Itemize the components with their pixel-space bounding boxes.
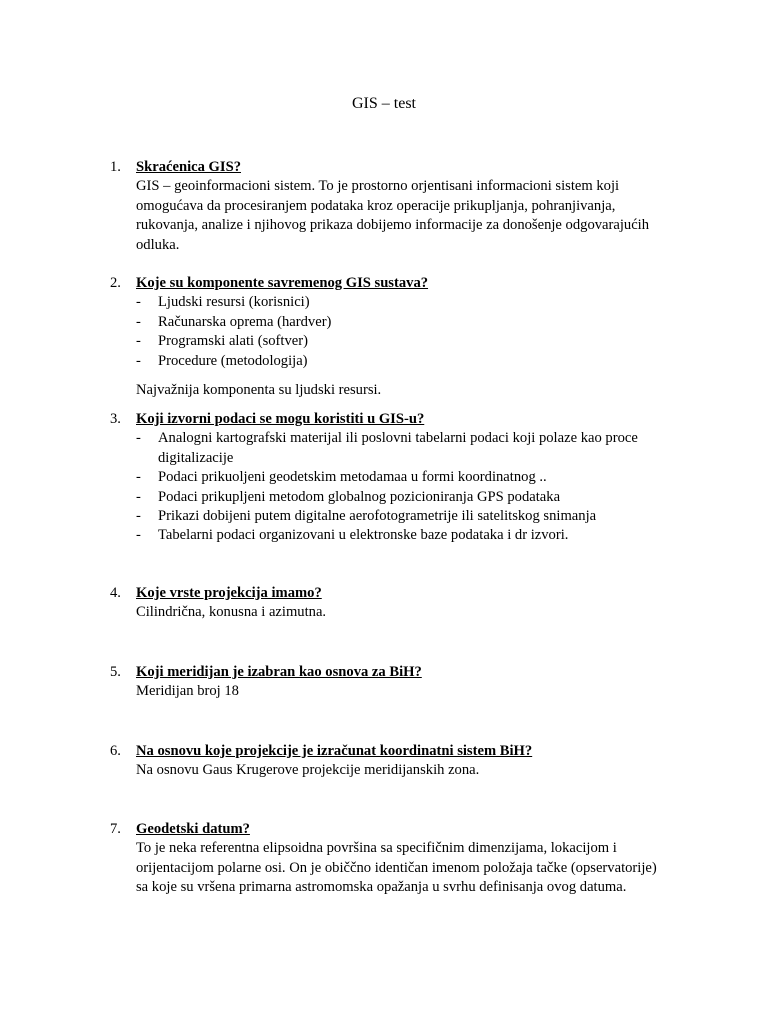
question-heading: Koje su komponente savremenog GIS sustava? <box>136 275 429 291</box>
answer-list <box>110 429 670 545</box>
answer-text: Meridijan broj 18 <box>136 683 239 700</box>
question-heading: Na osnovu koje projekcije je izračunat koordinatni sistem BiH? <box>136 743 533 759</box>
list-item: - Programski alati (softver) <box>136 332 670 351</box>
page-title: GIS – test <box>352 95 416 112</box>
question-heading: Geodetski datum? <box>136 821 250 837</box>
question-heading: Koje vrste projekcija imamo? <box>136 585 322 601</box>
question-number: 1. <box>110 159 121 175</box>
answer-text: Cilindrična, konusna i azimutna. <box>136 604 327 621</box>
question-number: 3. <box>110 411 121 427</box>
answer-text: To je neka referentna elipsoidna površina sa specifičnim dimenzijama, lokacijom i orijentacijom polarne osi. On je običčno identičan imenom položaja tačke (opservatorije) sa koje su vršena primarna astromomska opažanja u svrhu definisanja ovog datuma. <box>136 840 657 896</box>
question-number: 2. <box>110 275 121 291</box>
question-number: 7. <box>110 821 121 837</box>
list-item: - Analogni kartografski materijal ili poslovni tabelarni podaci koji polaze kao proce digitalizacije <box>136 429 670 468</box>
question-6 <box>110 742 670 781</box>
question-3 <box>110 410 670 546</box>
list-item: - Računarska oprema (hardver) <box>136 313 670 332</box>
list-item: - Tabelarni podaci organizovani u elektronske baze podataka i dr izvori. <box>136 526 670 545</box>
answer-text: GIS – geoinformacioni sistem. To je prostorno orjentisani informacioni sistem koji omogućava da procesiranjem podataka kroz operacije prikupljanja, pohranjivanja, rukovanja, analize i njihovog prikaza dobijemo informacije za donošenje odgovarajućih odluka. <box>136 178 650 253</box>
question-number: 4. <box>110 585 121 601</box>
answer-text: Na osnovu Gaus Krugerove projekcije meridijanskih zona. <box>136 762 480 779</box>
answer-note: Najvažnija komponenta su ljudski resursi. <box>136 382 382 399</box>
answer-list <box>110 293 670 371</box>
list-item: - Podaci prikuoljeni geodetskim metodamaa u formi koordinatnog .. <box>136 468 670 487</box>
question-4 <box>110 584 670 623</box>
list-item: - Podaci prikupljeni metodom globalnog pozicioniranja GPS podataka <box>136 488 670 507</box>
list-item: - Prikazi dobijeni putem digitalne aerofotogrametrije ili satelitskog snimanja <box>136 507 670 526</box>
question-heading: Skraćenica GIS? <box>136 159 241 175</box>
question-2 <box>110 274 670 400</box>
list-item: - Ljudski resursi (korisnici) <box>136 293 670 312</box>
question-number: 6. <box>110 743 121 759</box>
question-7 <box>110 820 670 898</box>
question-heading: Koji izvorni podaci se mogu koristiti u GIS-u? <box>136 411 425 427</box>
question-1 <box>110 158 670 255</box>
question-number: 5. <box>110 664 121 680</box>
question-5 <box>110 663 670 702</box>
list-item: - Procedure (metodologija) <box>136 352 670 371</box>
question-heading: Koji meridijan je izabran kao osnova za BiH? <box>136 664 422 680</box>
